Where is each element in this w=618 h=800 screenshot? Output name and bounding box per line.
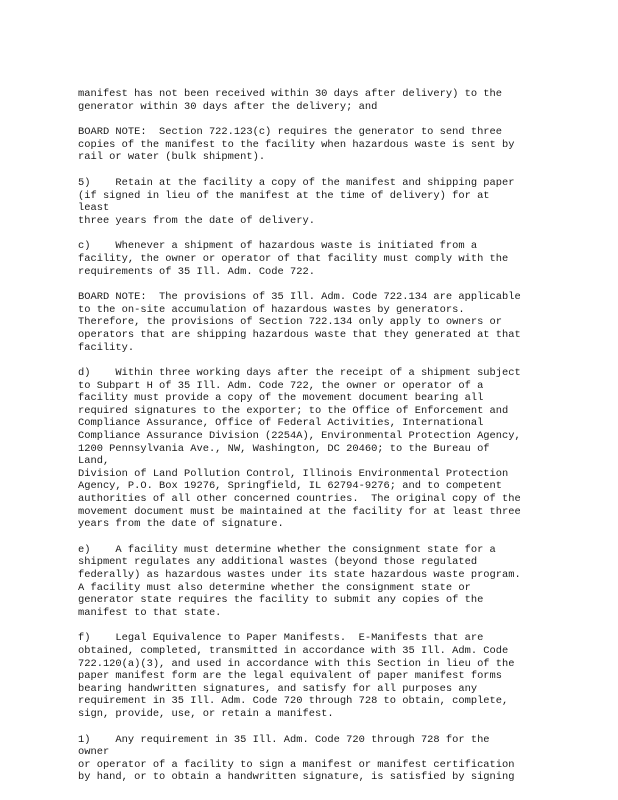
paragraph-manifest-continuation: manifest has not been received within 30 days after delivery) to the generator within 30 days after the delivery; and [78, 88, 503, 113]
paragraph-d-movement-document: d) Within three working days after the receipt of a shipment subject to Subpart H of 35 Ill. Adm. Code 722, the owner or operator of a facility must provide a copy of the movement document bearing all required signatures to the exporter; to the Office of Enforcement and Compliance Assurance, Office of Federal Activities, International Compliance Assurance Division (2254A), Environmental Protection Agency, 1200 Pennsylvania Ave., NW, Washington, DC 20460; to the Bureau of Land, Division of Land Pollution Control, Illinois Environmental Protection Agency, P.O. Box 19276, Springfield, IL 62794-9276; and to competent authorities of all other concerned countries. The original copy of the movement document must be maintained at the facility for at least three years from the date of signature. [78, 367, 521, 531]
paragraph-c-shipment-initiated: c) Whenever a shipment of hazardous waste is initiated from a facility, the owner or operator of that facility must comply with the requirements of 35 Ill. Adm. Code 722. [78, 240, 509, 278]
paragraph-f-legal-equivalence: f) Legal Equivalence to Paper Manifests. E-Manifests that are obtained, completed, transmitted in accordance with 35 Ill. Adm. Code 722.120(a)(3), and used in accordance with this Section in lieu of the paper manifest form are the legal equivalent of paper manifest forms bearing handwritten signatures, and satisfy for all purposes any requirement in 35 Ill. Adm. Code 720 through 728 to obtain, complete, sign, provide, use, or retain a manifest. [78, 632, 515, 720]
board-note-722-134: BOARD NOTE: The provisions of 35 Ill. Adm. Code 722.134 are applicable to the on-site accumulation of hazardous wastes by generators. Therefore, the provisions of Section 722.134 only apply to owners or operators that are shipping hazardous waste that they generated at that facility. [78, 291, 521, 354]
paragraph-5-retain-copy: 5) Retain at the facility a copy of the manifest and shipping paper (if signed in lieu of the manifest at the time of delivery) for at least three years from the date of delivery. [78, 176, 515, 227]
paragraph-e-consignment-state: e) A facility must determine whether the consignment state for a shipment regulates any additional wastes (beyond those regulated federally) as hazardous wastes under its state hazardous waste program. A facility must also determine whether the consignment state or generator state requires the facility to submit any copies of the manifest to that state. [78, 543, 521, 619]
board-note-722-123: BOARD NOTE: Section 722.123(c) requires the generator to send three copies of the manifest to the facility when hazardous waste is sent by rail or water (bulk shipment). [78, 126, 515, 164]
paragraph-1-signature-requirement: 1) Any requirement in 35 Ill. Adm. Code 720 through 728 for the owner or operator of a facility to sign a manifest or manifest certification by hand, or to obtain a handwritten signature, is satisfied by signing [78, 733, 515, 784]
document-body [78, 88, 523, 797]
